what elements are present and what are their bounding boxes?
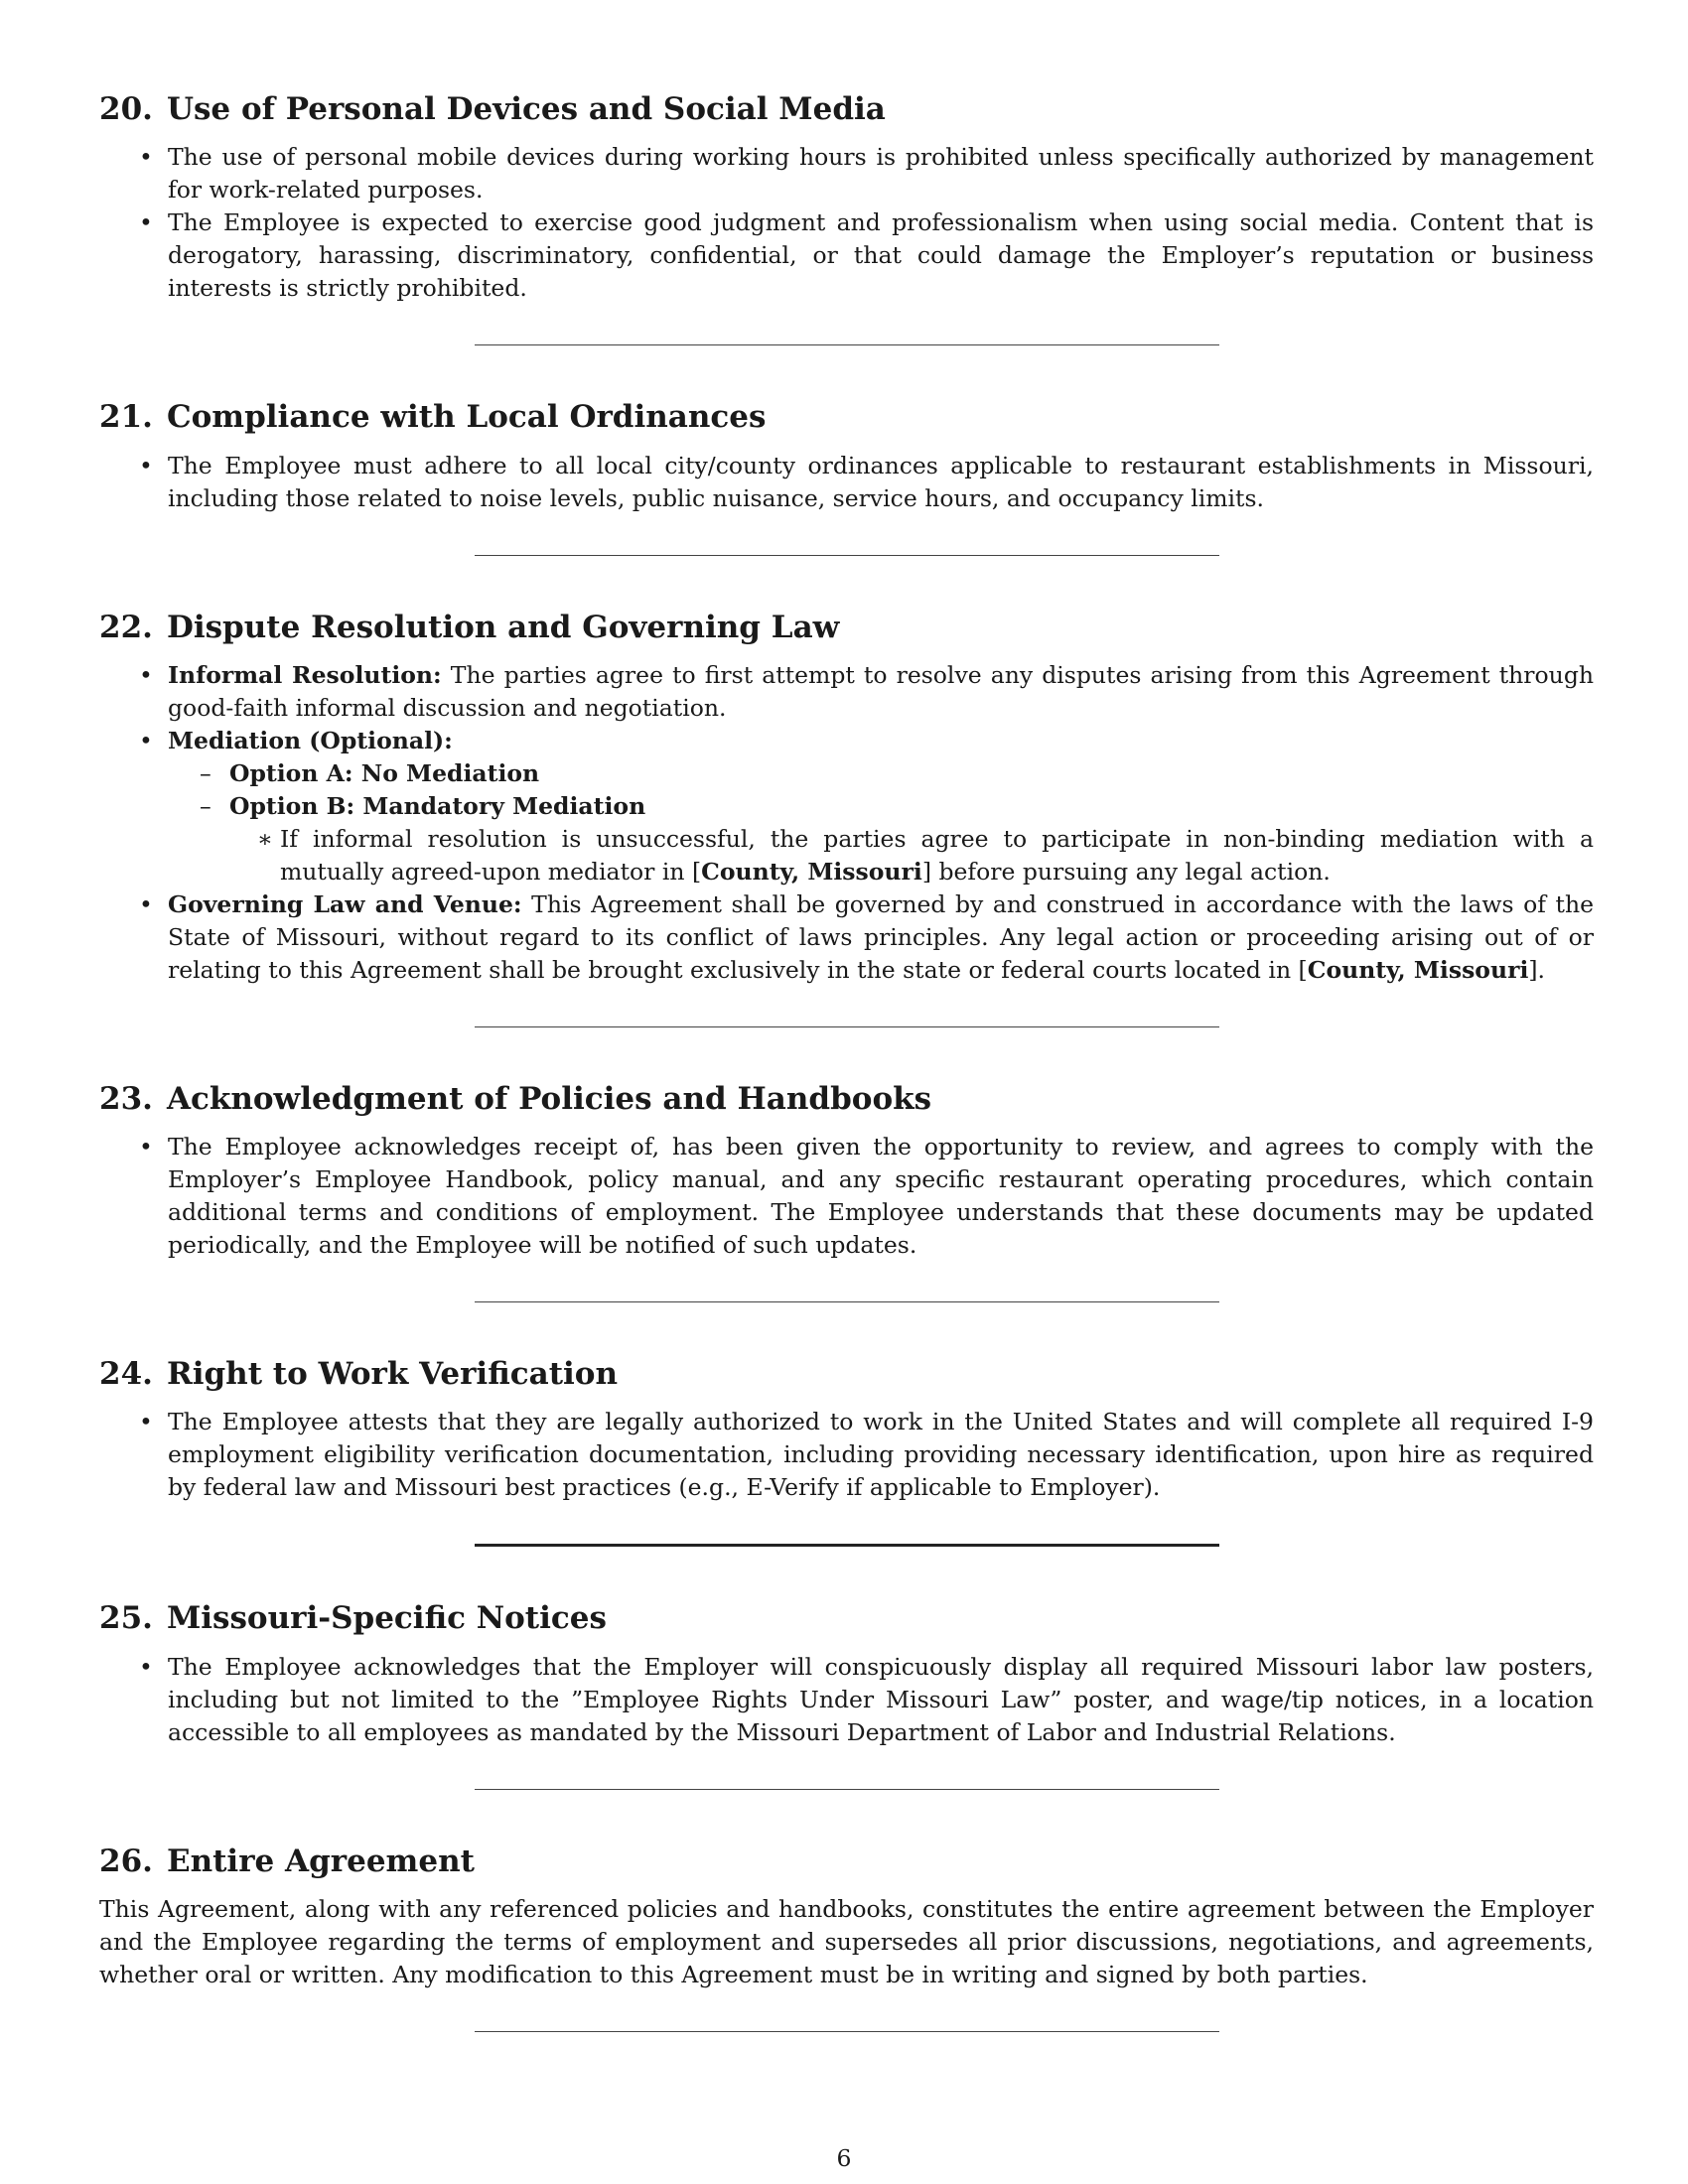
section-divider bbox=[475, 1789, 1219, 1790]
section-20 bbox=[99, 89, 1594, 305]
list-item: • The Employee acknowledges that the Employer will conspicuously display all required Missouri labor law posters, including but not limited to the ”Employee Rights Under Missouri Law” poster, and wage/tip notices, in a location accessible to all employees as mandated by the Missouri Department of Labor and Industrial Relations. bbox=[99, 1651, 1594, 1749]
section-heading bbox=[99, 89, 1594, 129]
section-number: 24. bbox=[99, 1356, 153, 1393]
section-paragraph: This Agreement, along with any referenced policies and handbooks, constitutes the entire agreement between the Employer and the Employee regarding the terms of employment and supersedes all prior discussions, negotiations, and agreements, whether oral or written. Any modification to this Agreement must be in writing and signed by both parties. bbox=[99, 1895, 1594, 1989]
section-divider bbox=[475, 1544, 1219, 1547]
section-number: 22. bbox=[99, 609, 153, 645]
section-title: Entire Agreement bbox=[166, 1843, 475, 1879]
section-heading bbox=[99, 1842, 1594, 1881]
item-label: Informal Resolution: bbox=[168, 660, 442, 689]
section-title: Compliance with Local Ordinances bbox=[166, 399, 767, 436]
section-heading bbox=[99, 608, 1594, 647]
item-text: The parties agree to first attempt to resolve any disputes arising from this Agreement through good-faith informal discussion and negotiation. bbox=[168, 660, 1594, 722]
page-number: 6 bbox=[836, 2144, 852, 2172]
list-item-mediation bbox=[99, 725, 1594, 888]
list-item: • The Employee acknowledges receipt of, has been given the opportunity to review, and agrees to comply with the Employer’s Employee Handbook, policy manual, and any specific restaurant operating procedures, which contain additional terms and conditions of employment. The Employee understands that these documents may be updated periodically, and the Employee will be notified of such updates. bbox=[99, 1131, 1594, 1262]
section-number: 25. bbox=[99, 1600, 153, 1637]
section-number: 20. bbox=[99, 91, 153, 127]
section-title: Missouri-Specific Notices bbox=[166, 1600, 607, 1637]
item-label: Mediation (Optional): bbox=[168, 726, 453, 754]
bullet-list bbox=[99, 1651, 1594, 1749]
bullet-list bbox=[99, 1131, 1594, 1262]
section-26 bbox=[99, 1842, 1594, 1991]
bullet-list bbox=[99, 450, 1594, 515]
section-23 bbox=[99, 1079, 1594, 1262]
sub-sub-list bbox=[229, 823, 1594, 888]
item-text: ] before pursuing any legal action. bbox=[921, 857, 1331, 886]
list-item: • The Employee is expected to exercise good judgment and professionalism when using social media. Content that is derogatory, harassing, discriminatory, confidential, or that could damage the Employer’s reputation or business interests is strictly prohibited. bbox=[99, 206, 1594, 305]
section-title: Dispute Resolution and Governing Law bbox=[166, 609, 840, 645]
section-21 bbox=[99, 397, 1594, 514]
option-label: Option B: Mandatory Mediation bbox=[229, 791, 646, 820]
list-item: • The use of personal mobile devices during working hours is prohibited unless specifically authorized by management for work-related purposes. bbox=[99, 141, 1594, 206]
list-item: • The Employee must adhere to all local city/county ordinances applicable to restaurant establishments in Missouri, including those related to noise levels, public nuisance, service hours, and occupancy limits. bbox=[99, 450, 1594, 515]
item-text: This Agreement shall be governed by and construed in accordance with the laws of the State of Missouri, without regard to its conflict of laws principles. Any legal action or proceeding arising out of or relating to this Agreement shall be brought exclusively in the state or federal courts located in [ bbox=[168, 889, 1595, 984]
sub-item-option-a bbox=[168, 757, 1594, 790]
option-label: Option A: No Mediation bbox=[229, 758, 540, 787]
section-divider bbox=[475, 1301, 1219, 1302]
section-heading bbox=[99, 1079, 1594, 1119]
item-text: ]. bbox=[1528, 955, 1546, 984]
sub-item-option-b bbox=[168, 790, 1594, 888]
section-title: Right to Work Verification bbox=[166, 1356, 619, 1393]
sub-sub-item bbox=[229, 823, 1594, 888]
section-divider bbox=[475, 555, 1219, 556]
section-divider bbox=[475, 1026, 1219, 1027]
section-22 bbox=[99, 608, 1594, 987]
county-placeholder: County, Missouri bbox=[1307, 955, 1529, 984]
section-divider bbox=[475, 344, 1219, 345]
section-heading bbox=[99, 1354, 1594, 1394]
sub-list bbox=[168, 757, 1594, 888]
section-divider bbox=[475, 2031, 1219, 2032]
section-number: 21. bbox=[99, 399, 153, 436]
list-item-informal-resolution bbox=[99, 659, 1594, 725]
bullet-list bbox=[99, 1406, 1594, 1504]
section-25 bbox=[99, 1598, 1594, 1748]
section-heading bbox=[99, 397, 1594, 437]
county-placeholder: County, Missouri bbox=[701, 857, 922, 886]
item-label: Governing Law and Venue: bbox=[168, 889, 522, 918]
section-24 bbox=[99, 1354, 1594, 1504]
section-title: Acknowledgment of Policies and Handbooks bbox=[166, 1080, 932, 1117]
bullet-list bbox=[99, 141, 1594, 305]
item-text: If informal resolution is unsuccessful, the parties agree to participate in non-binding mediation with a mutually agreed-upon mediator in [ bbox=[280, 824, 1594, 886]
document-page bbox=[99, 89, 1594, 2084]
section-heading bbox=[99, 1598, 1594, 1638]
section-title: Use of Personal Devices and Social Media bbox=[166, 91, 886, 127]
section-number: 26. bbox=[99, 1843, 153, 1879]
list-item-governing-law bbox=[99, 888, 1594, 987]
section-number: 23. bbox=[99, 1080, 153, 1117]
bullet-list bbox=[99, 659, 1594, 987]
list-item: • The Employee attests that they are legally authorized to work in the United States and will complete all required I-9 employment eligibility verification documentation, including providing necessary identification, upon hire as required by federal law and Missouri best practices (e.g., E-Verify if applicable to Employer). bbox=[99, 1406, 1594, 1504]
